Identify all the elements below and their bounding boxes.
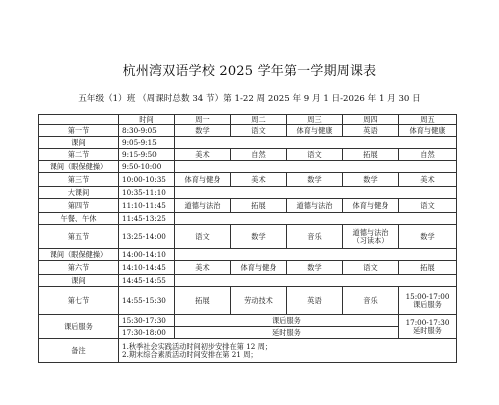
period-label: 第六节	[39, 261, 119, 275]
subject-cell: 语文	[399, 199, 457, 213]
break-time: 14:45-14:55	[119, 275, 175, 287]
subject-cell: 劳动技术	[231, 287, 287, 315]
after-school-time: 15:30-17:30	[119, 315, 175, 327]
break-span	[175, 275, 457, 287]
period-label: 第三节	[39, 173, 119, 187]
period-row	[39, 173, 457, 187]
subject-cell: 语文	[231, 125, 287, 137]
break-row	[39, 137, 457, 149]
break-row	[39, 187, 457, 199]
subject-cell: 体育与健身	[175, 173, 231, 187]
friday-service-cell	[399, 287, 457, 315]
subject-cell: 拓展	[399, 261, 457, 275]
subject-cell: 数学	[287, 261, 343, 275]
subject-cell: 音乐	[343, 287, 399, 315]
subject-cell: 道德与法治	[287, 199, 343, 213]
break-time: 14:00-14:10	[119, 249, 175, 261]
friday-service-label: 课后服务	[413, 299, 442, 309]
after-school-time: 17:30-18:00	[119, 327, 175, 339]
break-span	[175, 187, 457, 199]
subject-cell: 美术	[175, 149, 231, 161]
subject-cell: 数学	[231, 225, 287, 249]
notes-row	[39, 339, 457, 363]
period-row	[39, 149, 457, 161]
subject-cell: 体育与健康	[399, 125, 457, 137]
break-span	[175, 249, 457, 261]
period-row	[39, 199, 457, 213]
break-label: 午餐、午休	[39, 213, 119, 225]
subject-cell: 数学	[175, 125, 231, 137]
period-label: 第五节	[39, 225, 119, 249]
period-label: 第二节	[39, 149, 119, 161]
friday-delay-cell	[399, 315, 457, 339]
break-time: 10:35-11:10	[119, 187, 175, 199]
period-time: 14:10-14:45	[119, 261, 175, 275]
break-row	[39, 213, 457, 225]
subject-cell: 数学	[287, 173, 343, 187]
period-label: 第七节	[39, 287, 119, 315]
subject-cell: 道德与法治	[175, 199, 231, 213]
subject-subline: （习读本）	[352, 235, 389, 245]
column-header: 周四	[343, 115, 399, 125]
period-time: 9:15-9:50	[119, 149, 175, 161]
after-school-label: 课后服务	[39, 315, 119, 339]
note-line: 1.秋季社会实践活动时间初步安排在第 12 周；	[122, 341, 272, 351]
break-span	[175, 213, 457, 225]
timetable	[38, 114, 457, 363]
header-row	[39, 115, 457, 125]
break-row	[39, 249, 457, 261]
subject-cell: 英语	[343, 125, 399, 137]
subject-cell: 拓展	[231, 199, 287, 213]
column-header: 时间	[119, 115, 175, 125]
subject-cell: 数学	[399, 225, 457, 249]
subject-cell: 语文	[343, 261, 399, 275]
corner-cell	[39, 115, 119, 125]
break-label: 大课间	[39, 187, 119, 199]
subject-cell: 美术	[399, 173, 457, 187]
subject-cell: 体育与健身	[343, 199, 399, 213]
column-header: 周二	[231, 115, 287, 125]
period-time: 13:25-14:00	[119, 225, 175, 249]
break-row	[39, 161, 457, 173]
period-time: 10:00-10:35	[119, 173, 175, 187]
subject-cell: 拓展	[175, 287, 231, 315]
friday-service-time: 15:00-17:00	[405, 291, 450, 301]
subject-cell: 音乐	[287, 225, 343, 249]
period-row	[39, 261, 457, 275]
note-line: 2.期末综合素质活动时间安排在第 21 周；	[122, 349, 258, 359]
period-time: 14:55-15:30	[119, 287, 175, 315]
subject-cell: 语文	[287, 149, 343, 161]
subject-cell: 数学	[343, 173, 399, 187]
subject-cell: 自然	[231, 149, 287, 161]
column-header: 周一	[175, 115, 231, 125]
column-header: 周五	[399, 115, 457, 125]
notes-label: 备注	[39, 339, 119, 363]
subject-cell: 自然	[399, 149, 457, 161]
subject-cell: 体育与健身	[231, 261, 287, 275]
subject-cell: 体育与健康	[287, 125, 343, 137]
after-school-delay: 延时服务	[175, 327, 399, 339]
period-time: 8:30-9:05	[119, 125, 175, 137]
after-school-row	[39, 315, 457, 327]
page-subtitle: 五年级（1）班 （周课时总数 34 节）第 1-22 周 2025 年 9 月 1 日-2026 年 1 月 30 日	[78, 94, 421, 104]
period-row	[39, 125, 457, 137]
friday-delay-time: 17:00-17:30	[405, 317, 450, 327]
column-header: 周三	[287, 115, 343, 125]
break-time: 11:45-13:25	[119, 213, 175, 225]
break-time: 9:05-9:15	[119, 137, 175, 149]
subject-cell: 语文	[175, 225, 231, 249]
break-span	[175, 137, 457, 149]
subject-cell	[343, 225, 399, 249]
page-title: 杭州湾双语学校 2025 学年第一学期周课表	[122, 64, 377, 79]
break-label: 课间（眼保健操）	[39, 249, 119, 261]
subject-cell: 英语	[287, 287, 343, 315]
break-label: 课间（眼保健操）	[39, 161, 119, 173]
period-label: 第一节	[39, 125, 119, 137]
break-label: 课间	[39, 137, 119, 149]
subject-cell: 美术	[175, 261, 231, 275]
after-school-service: 课后服务	[175, 315, 399, 327]
period-row	[39, 225, 457, 249]
period-time: 11:10-11:45	[119, 199, 175, 213]
period-label: 第四节	[39, 199, 119, 213]
subject-line: 道德与法治	[352, 227, 389, 237]
notes-content	[119, 339, 457, 363]
subject-cell: 拓展	[343, 149, 399, 161]
break-time: 9:50-10:00	[119, 161, 175, 173]
break-label: 课间	[39, 275, 119, 287]
break-row	[39, 275, 457, 287]
period-row	[39, 287, 457, 315]
friday-delay-label: 延时服务	[413, 325, 442, 335]
break-span	[175, 161, 457, 173]
subject-cell: 美术	[231, 173, 287, 187]
